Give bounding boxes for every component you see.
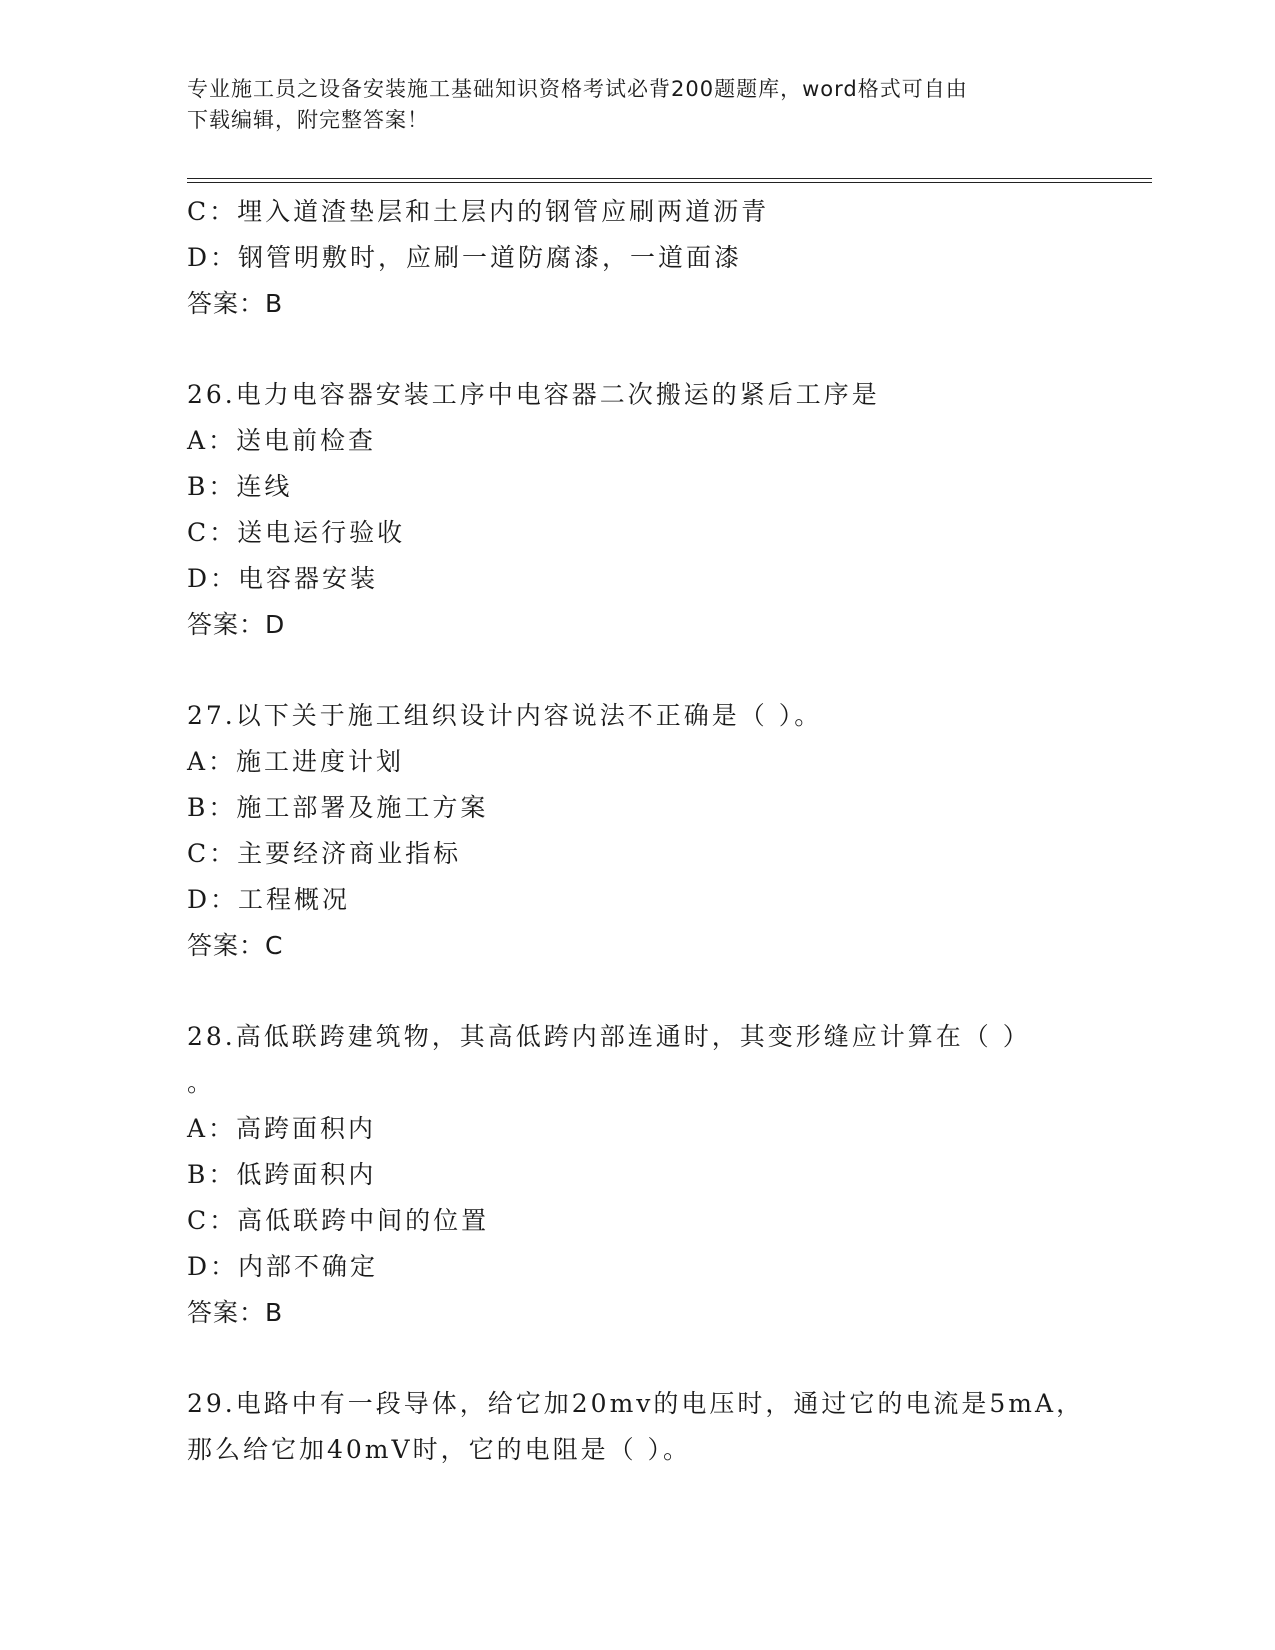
spacer	[187, 969, 1127, 1014]
answer-line: 答案：C	[187, 931, 284, 960]
question-title-continued: 。	[187, 1068, 216, 1097]
header-title-line-2: 下载编辑，附完整答案！	[187, 108, 429, 132]
question-26	[187, 372, 1127, 648]
option-c: C：送电运行验收	[187, 518, 406, 547]
answer-line: 答案：B	[187, 1298, 284, 1327]
spacer	[187, 1336, 1127, 1381]
question-27	[187, 693, 1127, 969]
option-d: D：电容器安装	[187, 564, 379, 593]
question-list	[187, 189, 1127, 1473]
option-b: B：施工部署及施工方案	[187, 793, 489, 822]
option-d: D：钢管明敷时，应刷一道防腐漆，一道面漆	[187, 243, 743, 272]
question-title: 29.电路中有一段导体，给它加20mv的电压时，通过它的电流是5mA，	[187, 1389, 1085, 1418]
question-title-continued: 那么给它加40mV时，它的电阻是（ ）。	[187, 1435, 692, 1464]
option-c: C：主要经济商业指标	[187, 839, 462, 868]
question-28	[187, 1014, 1127, 1336]
spacer	[187, 648, 1127, 693]
question-fragment	[187, 189, 1127, 327]
option-a: A：施工进度计划	[187, 747, 405, 776]
header-title-line-1: 专业施工员之设备安装施工基础知识资格考试必背200题题库，word格式可自由	[187, 77, 968, 101]
question-title: 26.电力电容器安装工序中电容器二次搬运的紧后工序是	[187, 380, 880, 409]
option-b: B：低跨面积内	[187, 1160, 377, 1189]
spacer	[187, 327, 1127, 372]
document-header	[187, 74, 1067, 136]
option-a: A：高跨面积内	[187, 1114, 377, 1143]
option-c: C：高低联跨中间的位置	[187, 1206, 490, 1235]
header-divider	[187, 178, 1152, 183]
question-title: 27.以下关于施工组织设计内容说法不正确是（ ）。	[187, 701, 823, 730]
option-c: C：埋入道渣垫层和土层内的钢管应刷两道沥青	[187, 197, 770, 226]
option-d: D：内部不确定	[187, 1252, 379, 1281]
answer-line: 答案：B	[187, 289, 284, 318]
option-d: D：工程概况	[187, 885, 351, 914]
option-b: B：连线	[187, 472, 293, 501]
question-title: 28.高低联跨建筑物，其高低跨内部连通时，其变形缝应计算在（ ）	[187, 1022, 1031, 1051]
question-29	[187, 1381, 1127, 1473]
answer-line: 答案：D	[187, 610, 286, 639]
option-a: A：送电前检查	[187, 426, 377, 455]
